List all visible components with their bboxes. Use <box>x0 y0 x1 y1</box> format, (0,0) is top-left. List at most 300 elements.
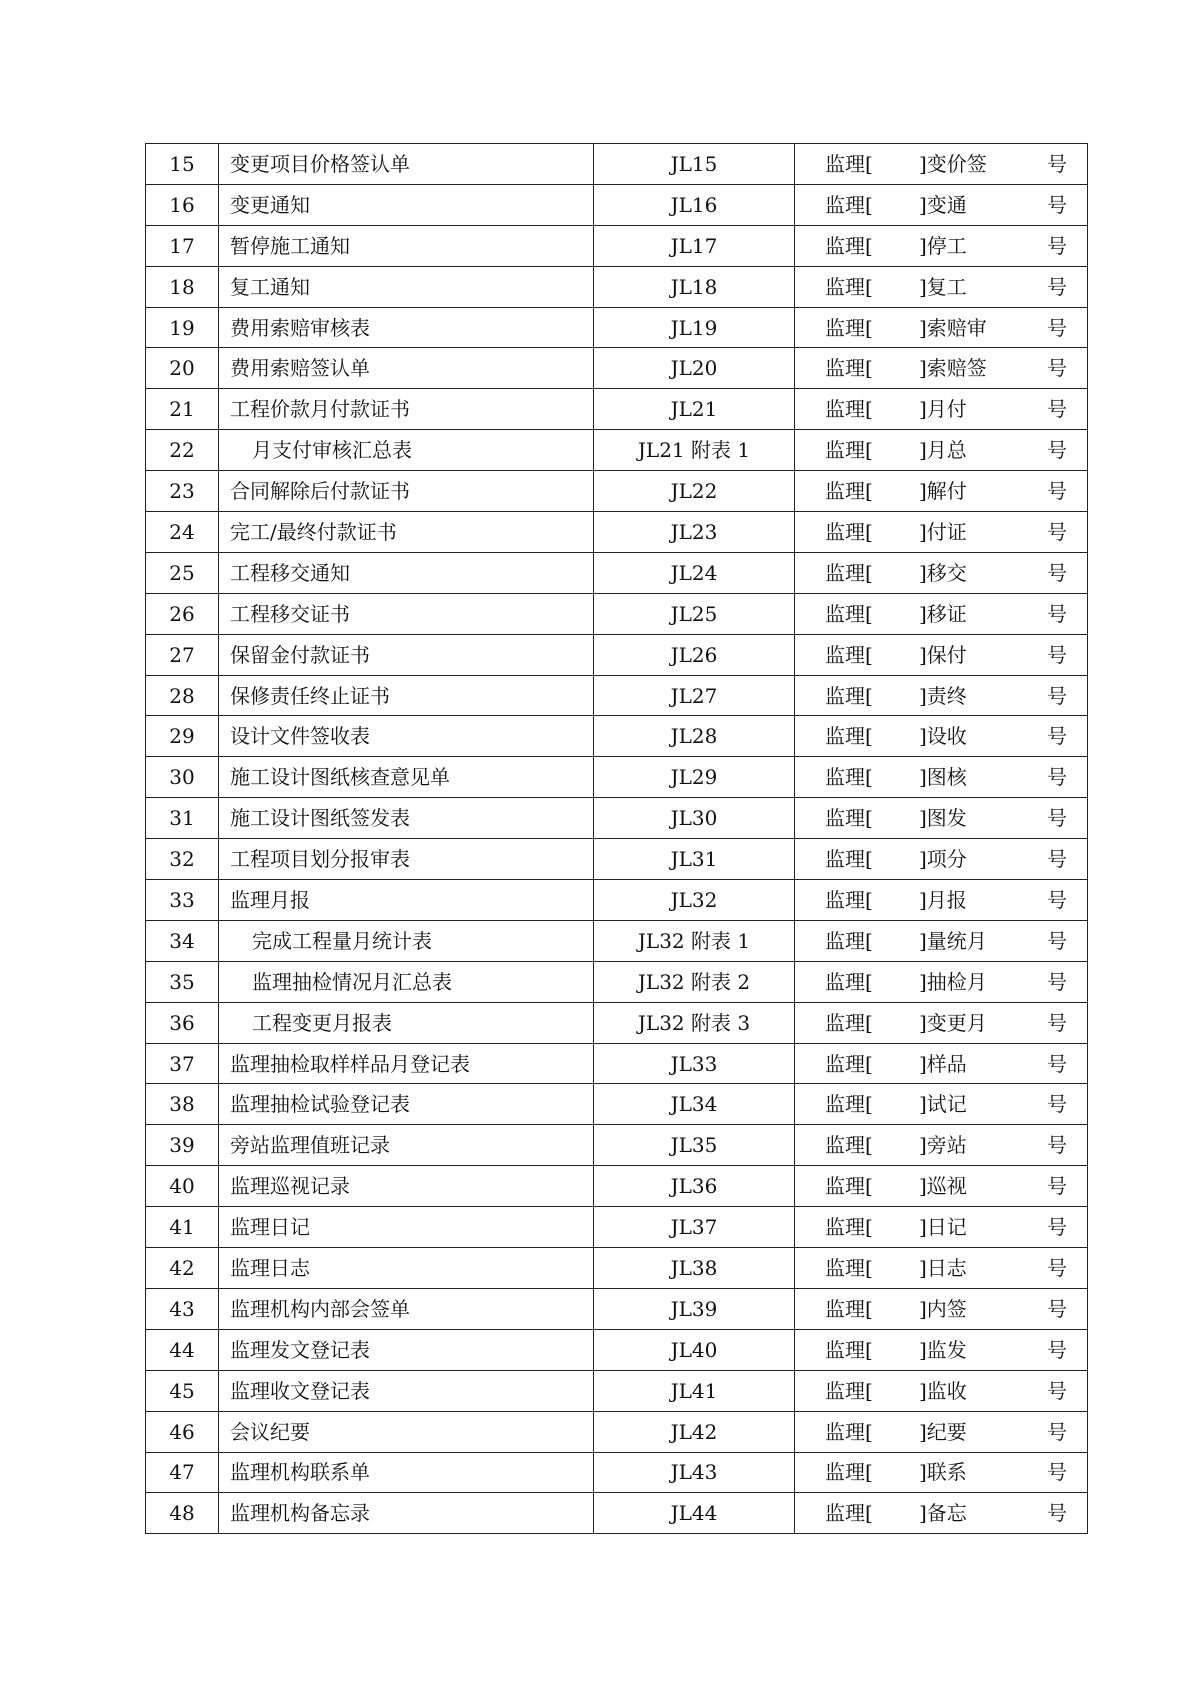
row-number: 26 <box>146 593 219 634</box>
row-number: 39 <box>146 1125 219 1166</box>
ref-hao: 号 <box>1047 397 1067 422</box>
ref-suffix: ]索赔审 <box>919 315 987 340</box>
form-code: JL24 <box>594 552 795 593</box>
ref-prefix: 监理[ <box>825 397 873 422</box>
ref-number-wrap <box>795 1412 1087 1452</box>
form-code: JL20 <box>594 348 795 389</box>
ref-number-wrap <box>795 1248 1087 1288</box>
form-name: 监理机构内部会签单 <box>219 1288 594 1329</box>
form-code: JL19 <box>594 307 795 348</box>
form-code: JL37 <box>594 1207 795 1248</box>
ref-prefix: 监理[ <box>825 1337 873 1362</box>
row-number: 21 <box>146 389 219 430</box>
row-number: 40 <box>146 1166 219 1207</box>
ref-hao: 号 <box>1047 192 1067 217</box>
ref-number-wrap <box>795 471 1087 511</box>
ref-number-wrap <box>795 430 1087 470</box>
table-row <box>146 634 1088 675</box>
ref-suffix: ]移交 <box>919 560 967 585</box>
form-name: 费用索赔签认单 <box>219 348 594 389</box>
ref-suffix: ]责终 <box>919 683 967 708</box>
ref-hao: 号 <box>1047 601 1067 626</box>
ref-hao: 号 <box>1047 233 1067 258</box>
ref-prefix: 监理[ <box>825 1296 873 1321</box>
form-name: 监理抽检取样样品月登记表 <box>219 1043 594 1084</box>
table-row <box>146 1084 1088 1125</box>
ref-prefix: 监理[ <box>825 765 873 790</box>
form-ref-number <box>795 1370 1088 1411</box>
table-row <box>146 225 1088 266</box>
form-ref-number <box>795 1452 1088 1493</box>
table-row <box>146 1329 1088 1370</box>
ref-number-wrap <box>795 921 1087 961</box>
table-row <box>146 757 1088 798</box>
row-number: 47 <box>146 1452 219 1493</box>
form-name: 监理月报 <box>219 880 594 921</box>
ref-suffix: ]备忘 <box>919 1501 967 1526</box>
ref-hao: 号 <box>1047 1296 1067 1321</box>
ref-suffix: ]月付 <box>919 397 967 422</box>
ref-prefix: 监理[ <box>825 560 873 585</box>
ref-suffix: ]监收 <box>919 1378 967 1403</box>
table-row <box>146 798 1088 839</box>
ref-prefix: 监理[ <box>825 438 873 463</box>
ref-suffix: ]变价签 <box>919 151 987 176</box>
ref-number-wrap <box>795 1125 1087 1165</box>
ref-suffix: ]巡视 <box>919 1174 967 1199</box>
form-ref-number <box>795 307 1088 348</box>
row-number: 25 <box>146 552 219 593</box>
ref-suffix: ]内签 <box>919 1296 967 1321</box>
table-row <box>146 880 1088 921</box>
ref-prefix: 监理[ <box>825 1419 873 1444</box>
ref-hao: 号 <box>1047 642 1067 667</box>
form-code: JL15 <box>594 144 795 185</box>
ref-number-wrap <box>795 594 1087 634</box>
form-ref-number <box>795 430 1088 471</box>
ref-number-wrap <box>795 1330 1087 1370</box>
form-name: 费用索赔审核表 <box>219 307 594 348</box>
ref-prefix: 监理[ <box>825 1255 873 1280</box>
row-number: 20 <box>146 348 219 389</box>
row-number: 37 <box>146 1043 219 1084</box>
form-ref-number <box>795 512 1088 553</box>
form-name: 工程价款月付款证书 <box>219 389 594 430</box>
ref-suffix: ]变通 <box>919 192 967 217</box>
ref-hao: 号 <box>1047 887 1067 912</box>
ref-hao: 号 <box>1047 765 1067 790</box>
form-name: 完工/最终付款证书 <box>219 512 594 553</box>
form-ref-number <box>795 348 1088 389</box>
ref-hao: 号 <box>1047 1174 1067 1199</box>
ref-suffix: ]月总 <box>919 438 967 463</box>
ref-prefix: 监理[ <box>825 1051 873 1076</box>
ref-number-wrap <box>795 798 1087 838</box>
table-row <box>146 1411 1088 1452</box>
form-name: 监理日记 <box>219 1207 594 1248</box>
form-name: 工程移交通知 <box>219 552 594 593</box>
ref-hao: 号 <box>1047 724 1067 749</box>
row-number: 23 <box>146 471 219 512</box>
ref-suffix: ]抽检月 <box>919 969 987 994</box>
form-code: JL18 <box>594 266 795 307</box>
table-row <box>146 307 1088 348</box>
form-ref-number <box>795 798 1088 839</box>
ref-suffix: ]付证 <box>919 519 967 544</box>
table-body <box>146 144 1088 1534</box>
table-row <box>146 266 1088 307</box>
ref-prefix: 监理[ <box>825 1133 873 1158</box>
ref-number-wrap <box>795 1207 1087 1247</box>
row-number: 28 <box>146 675 219 716</box>
ref-number-wrap <box>795 512 1087 552</box>
row-number: 22 <box>146 430 219 471</box>
ref-prefix: 监理[ <box>825 1092 873 1117</box>
ref-prefix: 监理[ <box>825 519 873 544</box>
ref-prefix: 监理[ <box>825 192 873 217</box>
form-code: JL39 <box>594 1288 795 1329</box>
form-name: 变更通知 <box>219 184 594 225</box>
ref-prefix: 监理[ <box>825 724 873 749</box>
ref-prefix: 监理[ <box>825 479 873 504</box>
form-code: JL38 <box>594 1248 795 1289</box>
row-number: 34 <box>146 920 219 961</box>
form-name: 工程项目划分报审表 <box>219 839 594 880</box>
ref-hao: 号 <box>1047 1337 1067 1362</box>
row-number: 46 <box>146 1411 219 1452</box>
ref-number-wrap <box>795 1044 1087 1084</box>
ref-hao: 号 <box>1047 1051 1067 1076</box>
table-row <box>146 512 1088 553</box>
form-ref-number <box>795 1493 1088 1534</box>
form-name: 监理机构备忘录 <box>219 1493 594 1534</box>
form-name: 设计文件签收表 <box>219 716 594 757</box>
ref-number-wrap <box>795 1493 1087 1533</box>
form-ref-number <box>795 920 1088 961</box>
ref-prefix: 监理[ <box>825 151 873 176</box>
form-code: JL42 <box>594 1411 795 1452</box>
row-number: 43 <box>146 1288 219 1329</box>
ref-suffix: ]变更月 <box>919 1010 987 1035</box>
table-row <box>146 1248 1088 1289</box>
table-row <box>146 184 1088 225</box>
form-code: JL44 <box>594 1493 795 1534</box>
form-code: JL32 <box>594 880 795 921</box>
form-code: JL22 <box>594 471 795 512</box>
ref-number-wrap <box>795 348 1087 388</box>
form-code: JL34 <box>594 1084 795 1125</box>
form-ref-number <box>795 1248 1088 1289</box>
ref-number-wrap <box>795 1371 1087 1411</box>
ref-hao: 号 <box>1047 1460 1067 1485</box>
ref-number-wrap <box>795 389 1087 429</box>
form-code: JL40 <box>594 1329 795 1370</box>
form-name: 保留金付款证书 <box>219 634 594 675</box>
row-number: 29 <box>146 716 219 757</box>
ref-suffix: ]设收 <box>919 724 967 749</box>
ref-number-wrap <box>795 1166 1087 1206</box>
ref-prefix: 监理[ <box>825 969 873 994</box>
ref-prefix: 监理[ <box>825 1501 873 1526</box>
form-list-table <box>145 143 1088 1534</box>
ref-prefix: 监理[ <box>825 642 873 667</box>
ref-hao: 号 <box>1047 969 1067 994</box>
ref-number-wrap <box>795 1003 1087 1043</box>
table-row <box>146 1493 1088 1534</box>
ref-number-wrap <box>795 716 1087 756</box>
ref-prefix: 监理[ <box>825 233 873 258</box>
form-ref-number <box>795 1084 1088 1125</box>
row-number: 44 <box>146 1329 219 1370</box>
table-row <box>146 1002 1088 1043</box>
ref-prefix: 监理[ <box>825 1010 873 1035</box>
form-ref-number <box>795 1043 1088 1084</box>
form-code: JL21 <box>594 389 795 430</box>
ref-number-wrap <box>795 267 1087 307</box>
form-name: 监理发文登记表 <box>219 1329 594 1370</box>
ref-hao: 号 <box>1047 806 1067 831</box>
form-code: JL41 <box>594 1370 795 1411</box>
row-number: 32 <box>146 839 219 880</box>
ref-hao: 号 <box>1047 519 1067 544</box>
table-row <box>146 1043 1088 1084</box>
row-number: 19 <box>146 307 219 348</box>
ref-hao: 号 <box>1047 1501 1067 1526</box>
form-code: JL35 <box>594 1125 795 1166</box>
table-row <box>146 716 1088 757</box>
form-name: 监理收文登记表 <box>219 1370 594 1411</box>
form-code: JL28 <box>594 716 795 757</box>
form-ref-number <box>795 552 1088 593</box>
form-code: JL16 <box>594 184 795 225</box>
form-name: 施工设计图纸核查意见单 <box>219 757 594 798</box>
table-row <box>146 839 1088 880</box>
ref-number-wrap <box>795 144 1087 184</box>
ref-number-wrap <box>795 676 1087 716</box>
form-code: JL43 <box>594 1452 795 1493</box>
ref-suffix: ]月报 <box>919 887 967 912</box>
ref-prefix: 监理[ <box>825 356 873 381</box>
ref-suffix: ]图发 <box>919 806 967 831</box>
form-ref-number <box>795 225 1088 266</box>
form-ref-number <box>795 961 1088 1002</box>
row-number: 35 <box>146 961 219 1002</box>
ref-prefix: 监理[ <box>825 683 873 708</box>
form-ref-number <box>795 1166 1088 1207</box>
ref-prefix: 监理[ <box>825 1174 873 1199</box>
form-name: 暂停施工通知 <box>219 225 594 266</box>
ref-suffix: ]解付 <box>919 479 967 504</box>
ref-number-wrap <box>795 1084 1087 1124</box>
ref-hao: 号 <box>1047 847 1067 872</box>
table-row <box>146 1452 1088 1493</box>
table-row <box>146 348 1088 389</box>
form-code: JL32 附表 2 <box>594 961 795 1002</box>
table-row <box>146 471 1088 512</box>
ref-prefix: 监理[ <box>825 847 873 872</box>
form-name: 监理巡视记录 <box>219 1166 594 1207</box>
row-number: 24 <box>146 512 219 553</box>
ref-hao: 号 <box>1047 1419 1067 1444</box>
ref-prefix: 监理[ <box>825 601 873 626</box>
form-code: JL30 <box>594 798 795 839</box>
form-code: JL27 <box>594 675 795 716</box>
form-code: JL23 <box>594 512 795 553</box>
row-number: 17 <box>146 225 219 266</box>
form-name: 工程移交证书 <box>219 593 594 634</box>
ref-suffix: ]监发 <box>919 1337 967 1362</box>
form-code: JL17 <box>594 225 795 266</box>
ref-hao: 号 <box>1047 438 1067 463</box>
ref-hao: 号 <box>1047 1378 1067 1403</box>
table-row <box>146 144 1088 185</box>
form-name: 月支付审核汇总表 <box>219 430 594 471</box>
ref-number-wrap <box>795 1453 1087 1493</box>
form-name: 监理机构联系单 <box>219 1452 594 1493</box>
ref-number-wrap <box>795 553 1087 593</box>
ref-suffix: ]旁站 <box>919 1133 967 1158</box>
ref-number-wrap <box>795 308 1087 348</box>
ref-suffix: ]索赔签 <box>919 356 987 381</box>
form-ref-number <box>795 1411 1088 1452</box>
form-code: JL32 附表 1 <box>594 920 795 961</box>
form-name: 工程变更月报表 <box>219 1002 594 1043</box>
form-ref-number <box>795 1329 1088 1370</box>
form-name: 监理抽检试验登记表 <box>219 1084 594 1125</box>
row-number: 27 <box>146 634 219 675</box>
ref-prefix: 监理[ <box>825 887 873 912</box>
row-number: 41 <box>146 1207 219 1248</box>
ref-suffix: ]量统月 <box>919 928 987 953</box>
ref-hao: 号 <box>1047 1133 1067 1158</box>
row-number: 36 <box>146 1002 219 1043</box>
ref-suffix: ]移证 <box>919 601 967 626</box>
form-name: 会议纪要 <box>219 1411 594 1452</box>
row-number: 30 <box>146 757 219 798</box>
ref-hao: 号 <box>1047 1215 1067 1240</box>
form-ref-number <box>795 144 1088 185</box>
table-row <box>146 552 1088 593</box>
table-row <box>146 1166 1088 1207</box>
form-ref-number <box>795 675 1088 716</box>
ref-hao: 号 <box>1047 1092 1067 1117</box>
form-name: 完成工程量月统计表 <box>219 920 594 961</box>
form-ref-number <box>795 471 1088 512</box>
table-row <box>146 675 1088 716</box>
ref-prefix: 监理[ <box>825 1460 873 1485</box>
form-ref-number <box>795 880 1088 921</box>
form-ref-number <box>795 1288 1088 1329</box>
ref-hao: 号 <box>1047 274 1067 299</box>
ref-number-wrap <box>795 226 1087 266</box>
ref-hao: 号 <box>1047 151 1067 176</box>
ref-suffix: ]日志 <box>919 1255 967 1280</box>
table-row <box>146 1288 1088 1329</box>
ref-prefix: 监理[ <box>825 806 873 831</box>
form-ref-number <box>795 184 1088 225</box>
form-ref-number <box>795 389 1088 430</box>
ref-hao: 号 <box>1047 928 1067 953</box>
table-row <box>146 1370 1088 1411</box>
ref-suffix: ]样品 <box>919 1051 967 1076</box>
row-number: 18 <box>146 266 219 307</box>
ref-suffix: ]复工 <box>919 274 967 299</box>
ref-suffix: ]日记 <box>919 1215 967 1240</box>
form-ref-number <box>795 757 1088 798</box>
form-code: JL29 <box>594 757 795 798</box>
ref-hao: 号 <box>1047 683 1067 708</box>
row-number: 31 <box>146 798 219 839</box>
form-code: JL36 <box>594 1166 795 1207</box>
ref-number-wrap <box>795 962 1087 1002</box>
row-number: 16 <box>146 184 219 225</box>
ref-suffix: ]联系 <box>919 1460 967 1485</box>
row-number: 45 <box>146 1370 219 1411</box>
table-row <box>146 430 1088 471</box>
form-code: JL25 <box>594 593 795 634</box>
form-ref-number <box>795 1002 1088 1043</box>
table-row <box>146 593 1088 634</box>
table-row <box>146 1207 1088 1248</box>
ref-hao: 号 <box>1047 356 1067 381</box>
ref-prefix: 监理[ <box>825 315 873 340</box>
table-row <box>146 1125 1088 1166</box>
ref-hao: 号 <box>1047 479 1067 504</box>
form-name: 合同解除后付款证书 <box>219 471 594 512</box>
form-code: JL31 <box>594 839 795 880</box>
row-number: 33 <box>146 880 219 921</box>
ref-hao: 号 <box>1047 1255 1067 1280</box>
form-ref-number <box>795 593 1088 634</box>
table-row <box>146 920 1088 961</box>
table-row <box>146 961 1088 1002</box>
ref-number-wrap <box>795 185 1087 225</box>
ref-hao: 号 <box>1047 560 1067 585</box>
form-ref-number <box>795 634 1088 675</box>
ref-number-wrap <box>795 1289 1087 1329</box>
ref-prefix: 监理[ <box>825 1215 873 1240</box>
ref-hao: 号 <box>1047 1010 1067 1035</box>
ref-suffix: ]停工 <box>919 233 967 258</box>
table-row <box>146 389 1088 430</box>
form-code: JL21 附表 1 <box>594 430 795 471</box>
form-ref-number <box>795 839 1088 880</box>
ref-number-wrap <box>795 880 1087 920</box>
form-code: JL32 附表 3 <box>594 1002 795 1043</box>
form-name: 变更项目价格签认单 <box>219 144 594 185</box>
row-number: 38 <box>146 1084 219 1125</box>
ref-number-wrap <box>795 635 1087 675</box>
row-number: 48 <box>146 1493 219 1534</box>
form-name: 保修责任终止证书 <box>219 675 594 716</box>
form-ref-number <box>795 1207 1088 1248</box>
form-name: 旁站监理值班记录 <box>219 1125 594 1166</box>
row-number: 42 <box>146 1248 219 1289</box>
ref-suffix: ]图核 <box>919 765 967 790</box>
form-ref-number <box>795 1125 1088 1166</box>
form-name: 监理日志 <box>219 1248 594 1289</box>
ref-number-wrap <box>795 757 1087 797</box>
ref-prefix: 监理[ <box>825 1378 873 1403</box>
form-ref-number <box>795 266 1088 307</box>
ref-suffix: ]项分 <box>919 847 967 872</box>
form-name: 监理抽检情况月汇总表 <box>219 961 594 1002</box>
ref-hao: 号 <box>1047 315 1067 340</box>
form-code: JL33 <box>594 1043 795 1084</box>
ref-suffix: ]试记 <box>919 1092 967 1117</box>
row-number: 15 <box>146 144 219 185</box>
form-name: 复工通知 <box>219 266 594 307</box>
